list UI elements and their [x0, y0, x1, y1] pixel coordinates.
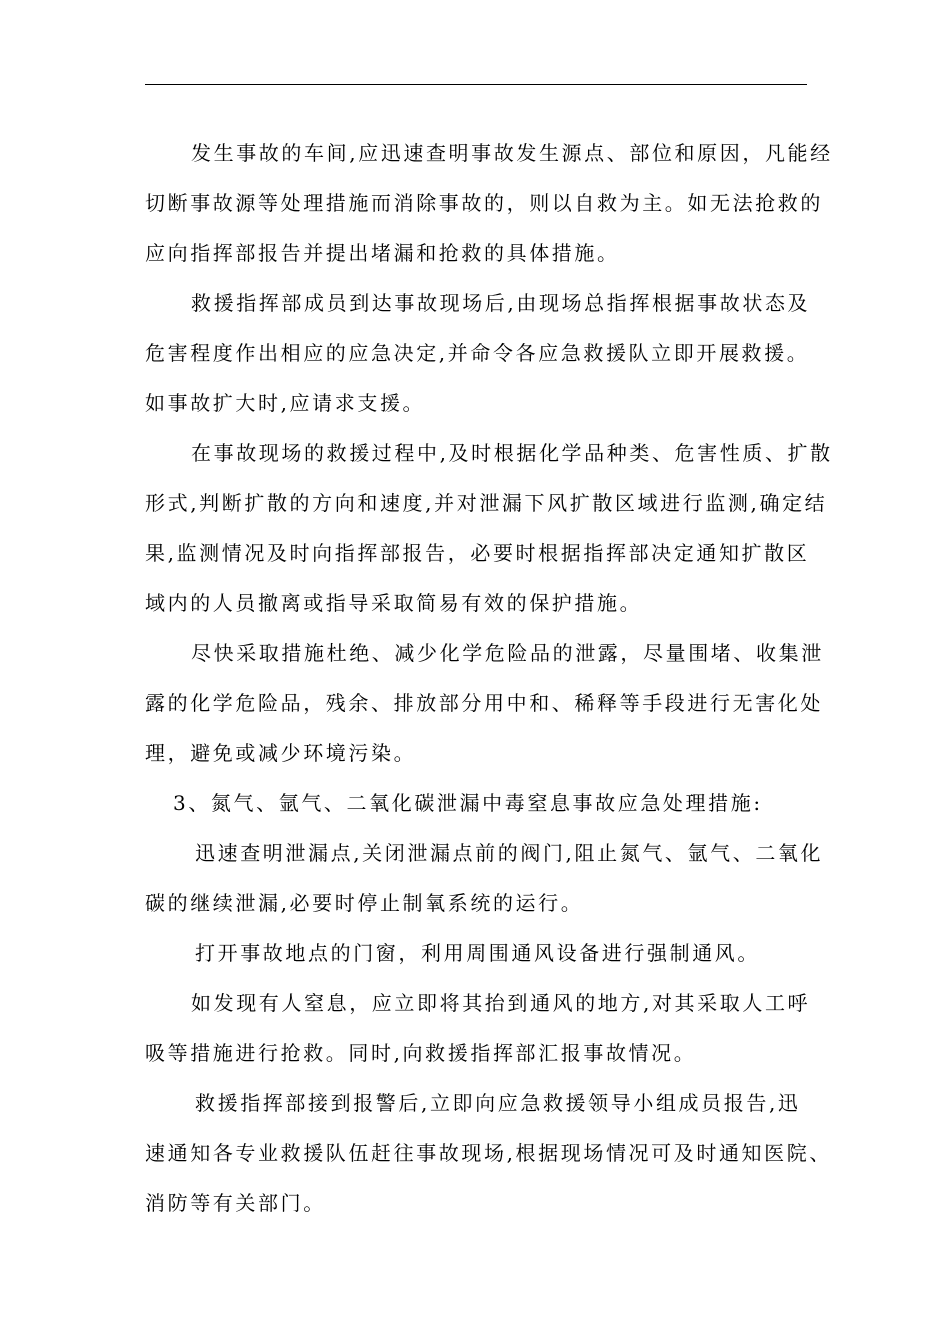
- text-line: 迅速查明泄漏点,关闭泄漏点前的阀门,阻止氮气、氩气、二氧化: [195, 841, 824, 865]
- text-line: 尽快采取措施杜绝、减少化学危险品的泄露，尽量围堵、收集泄: [191, 641, 824, 665]
- paragraph: [145, 628, 824, 778]
- text-line: 理，避免或减少环境污染。: [145, 741, 417, 765]
- text-line: 速通知各专业救援队伍赶往事故现场,根据现场情况可及时通知医院、: [145, 1141, 832, 1165]
- paragraph: [145, 278, 811, 428]
- text-line: 救援指挥部成员到达事故现场后,由现场总指挥根据事故状态及: [191, 291, 811, 315]
- text-line: 发生事故的车间,应迅速查明事故发生源点、部位和原因，凡能经: [191, 141, 833, 165]
- text-line: 切断事故源等处理措施而消除事故的，则以自救为主。如无法抢救的: [145, 191, 823, 215]
- paragraph: [145, 828, 824, 928]
- text-line: 吸等措施进行抢救。同时,向救援指挥部汇报事故情况。: [145, 1041, 697, 1065]
- paragraph: [145, 928, 807, 978]
- text-line: 如事故扩大时,应请求支援。: [145, 391, 426, 415]
- text-line: 应向指挥部报告并提出堵漏和抢救的具体措施。: [145, 241, 620, 265]
- text-line: 救援指挥部接到报警后,立即向应急救援领导小组成员报告,迅: [195, 1091, 801, 1115]
- paragraph: [145, 1078, 832, 1228]
- text-line: 3、氮气、氩气、二氧化碳泄漏中毒窒息事故应急处理措施:: [173, 791, 763, 815]
- section-heading: [145, 778, 807, 828]
- text-line: 露的化学危险品，残余、排放部分用中和、稀释等手段进行无害化处: [145, 691, 823, 715]
- text-line: 在事故现场的救援过程中,及时根据化学品种类、危害性质、扩散: [191, 441, 833, 465]
- text-line: 形式,判断扩散的方向和速度,并对泄漏下风扩散区域进行监测,确定结: [145, 491, 828, 515]
- text-line: 打开事故地点的门窗，利用周围通风设备进行强制通风。: [195, 941, 760, 965]
- text-line: 果,监测情况及时向指挥部报告，必要时根据指挥部决定通知扩散区: [145, 541, 810, 565]
- text-line: 碳的继续泄漏,必要时停止制氧系统的运行。: [145, 891, 584, 915]
- paragraph: [145, 128, 833, 278]
- text-line: 危害程度作出相应的应急决定,并命令各应急救援队立即开展救援。: [145, 341, 810, 365]
- document-body: [145, 128, 833, 1228]
- text-line: 如发现有人窒息，应立即将其抬到通风的地方,对其采取人工呼: [191, 991, 811, 1015]
- header-rule: [145, 84, 807, 85]
- paragraph: [145, 428, 833, 628]
- text-line: 消防等有关部门。: [145, 1191, 326, 1215]
- text-line: 域内的人员撤离或指导采取简易有效的保护措施。: [145, 591, 643, 615]
- paragraph: [145, 978, 811, 1078]
